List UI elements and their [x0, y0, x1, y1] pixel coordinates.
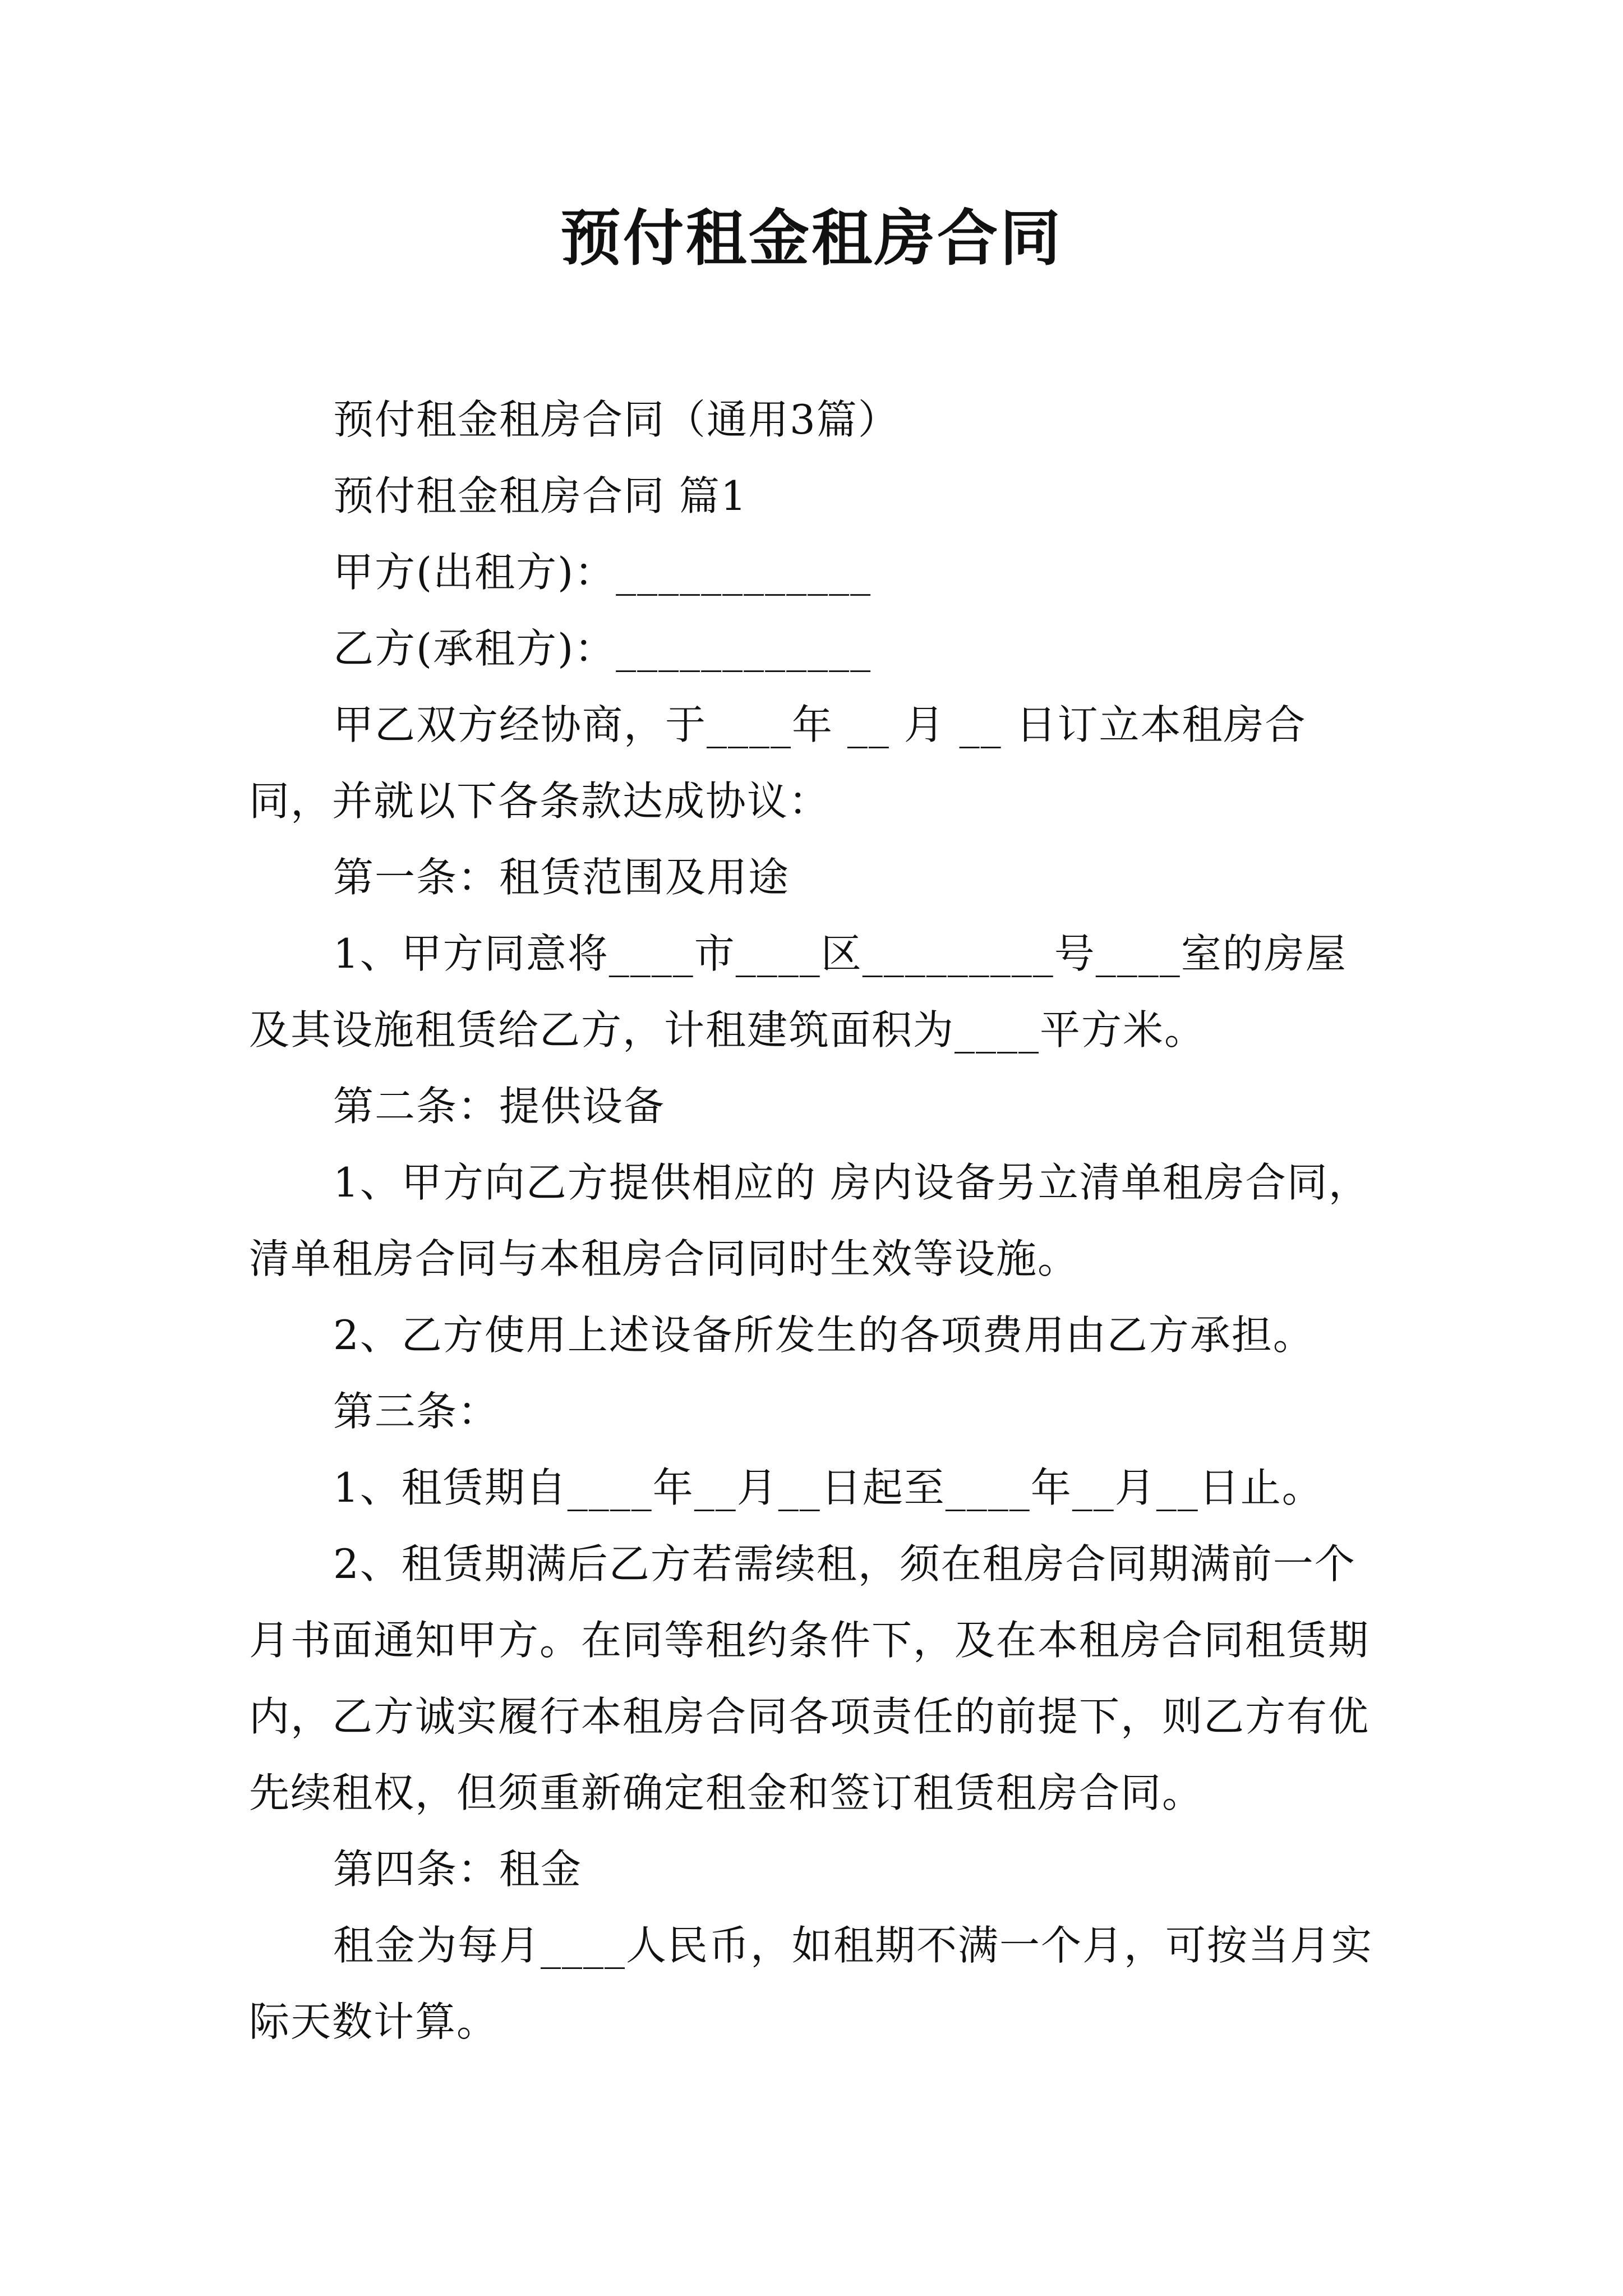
party-b-line: 乙方(承租方)：____________: [333, 625, 872, 672]
heading-general: 预付租金租房合同（通用3篇）: [333, 396, 900, 443]
article-1-clause-1: 1、甲方同意将____市____区_________号____室的房屋及其设施租赁给乙方，计租建筑面积为____平方米。: [249, 930, 1347, 1053]
article-3-heading: 第三条：: [333, 1388, 500, 1435]
article-4-text: 租金为每月____人民币，如租期不满一个月，可按当月实际天数计算。: [249, 1922, 1373, 2045]
article-1-heading: 第一条：租赁范围及用途: [333, 854, 790, 901]
article-2-heading: 第二条：提供设备: [333, 1083, 666, 1130]
article-3-clause-2: 2、租赁期满后乙方若需续租，须在租房合同期满前一个月书面通知甲方。在同等租约条件下，及在本租房合同租赁期内，乙方诚实履行本租房合同各项责任的前提下，则乙方有优先续租权，但须重新确定租金和签订租赁租房合同。: [249, 1540, 1370, 1816]
article-4-heading: 第四条：租金: [333, 1846, 583, 1893]
article-2-clause-1: 1、甲方向乙方提供相应的 房内设备另立清单租房合同，清单租房合同与本租房合同同时生效等设施。: [249, 1159, 1370, 1282]
party-a-line: 甲方(出租方)：____________: [333, 549, 872, 596]
article-3-clause-1: 1、租赁期自____年__月__日起至____年__月__日止。: [333, 1464, 1324, 1511]
document-body: [249, 381, 1387, 2060]
agreement-intro: 甲乙双方经协商，于____年 __ 月 __ 日订立本租房合同，并就以下各条款达成协议：: [249, 701, 1307, 825]
article-2-clause-2: 2、乙方使用上述设备所发生的各项费用由乙方承担。: [333, 1312, 1315, 1359]
heading-part-1: 预付租金租房合同 篇1: [333, 472, 748, 519]
document-title: 预付租金租房合同: [560, 203, 1063, 274]
